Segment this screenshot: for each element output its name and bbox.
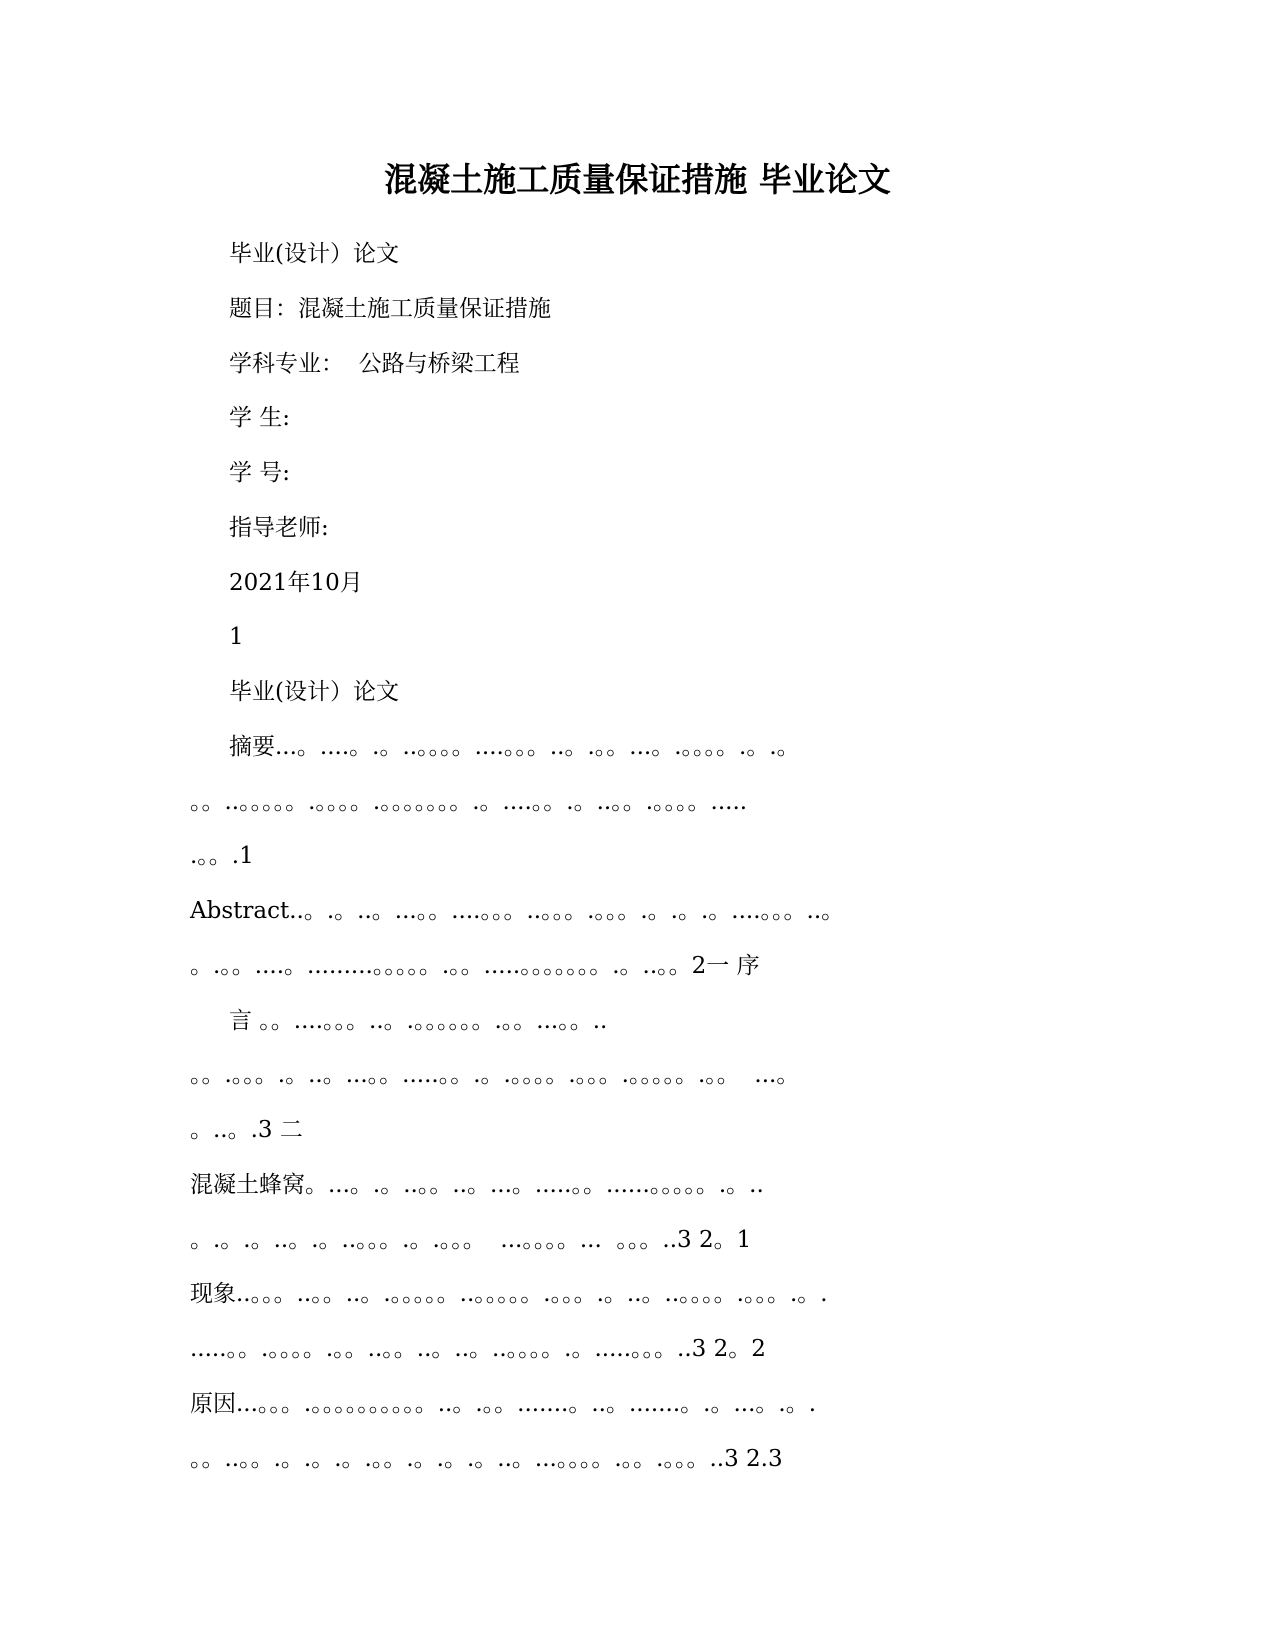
- toc-line: 摘要...。....。.。..。。。。....。。。..。.。。...。.。。。。.。.。: [229, 734, 800, 760]
- document-title: 混凝土施工质量保证措施 毕业论文: [384, 160, 891, 199]
- toc-line: 现象..。。。..。。..。.。。。。。..。。。。。.。。。.。..。..。。。。.。。。.。.: [190, 1281, 828, 1307]
- cover-student-id: 学 号:: [229, 460, 291, 486]
- cover-date: 2021年10月: [229, 570, 363, 596]
- cover-type-label: 毕业(设计）论文: [229, 241, 399, 267]
- toc-line: 。.。。....。.........。。。。。.。。.....。。。。。。。.。..。。2一 序: [190, 953, 760, 979]
- toc-line: .....。。.。。。。.。。..。。..。..。..。。。。.。.....。。。..3 2。2: [190, 1336, 766, 1362]
- toc-line: 。。..。。。。。.。。。。.。。。。。。。.。....。。.。..。。.。。。。.....: [190, 789, 748, 815]
- cover-topic: 题目：混凝土施工质量保证措施: [229, 296, 551, 322]
- header-type-label: 毕业(设计）论文: [229, 679, 399, 705]
- cover-student: 学 生:: [229, 405, 291, 431]
- toc-line: 混凝土蜂窝。...。.。..。。..。...。.....。。......。。。。。.。..: [190, 1172, 764, 1198]
- cover-advisor: 指导老师:: [229, 515, 329, 541]
- toc-line: 。。..。。.。.。.。.。。.。.。.。..。...。。。。.。。.。。。..3 2.3: [190, 1446, 783, 1472]
- toc-line: 。。.。。。.。..。...。。.....。。.。.。。。。.。。。.。。。。。.。。 ...。: [190, 1062, 800, 1088]
- toc-line: .。。.1: [190, 843, 254, 869]
- cover-major: 学科专业： 公路与桥梁工程: [229, 351, 520, 377]
- toc-line: 。.。.。..。.。..。。。.。.。。。 ...。。。。... 。。。..3 2。1: [190, 1227, 752, 1253]
- toc-line: 。..。.3 二: [190, 1117, 303, 1143]
- toc-line: 原因...。。。.。。。。。。。。。。..。.。。.......。..。.......。.。...。.。.: [190, 1391, 817, 1417]
- toc-line: 言 。。....。。。..。.。。。。。。.。。...。。..: [229, 1008, 608, 1034]
- page-number: 1: [229, 624, 244, 650]
- toc-line: Abstract..。.。..。...。。....。。。..。。。.。。。.。.。.。....。。。..。: [190, 898, 845, 924]
